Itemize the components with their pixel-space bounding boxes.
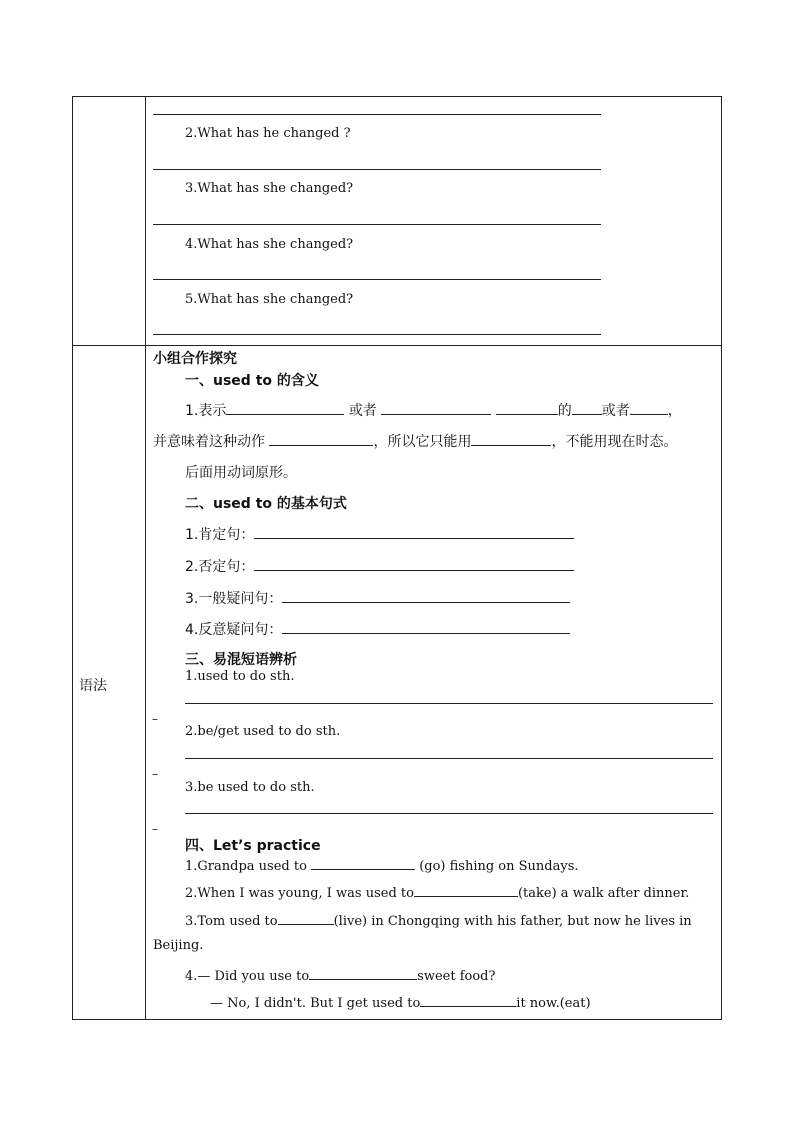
practice-5: — No, I didn't. But I get used to it now.(eat) (210, 993, 591, 1011)
answer-line[interactable] (153, 114, 601, 115)
fill-blank[interactable] (309, 966, 417, 980)
fill-blank[interactable] (311, 856, 415, 870)
practice-3-cont: Beijing. (153, 938, 204, 953)
question-2: 2.What has he changed ? (185, 126, 351, 141)
part2-item-1: 1.肯定句： (185, 524, 574, 544)
part1-line3: 后面用动词原形。 (185, 465, 297, 481)
answer-line[interactable] (185, 758, 713, 759)
fill-blank[interactable] (471, 432, 551, 446)
table-left-border (72, 96, 73, 1019)
practice-3: 3.Tom used to (live) in Chongqing with his father, but now he lives in (185, 911, 692, 929)
fill-blank[interactable] (282, 620, 570, 634)
fill-blank[interactable] (630, 401, 668, 415)
part2-title: 二、used to 的基本句式 (185, 496, 347, 512)
question-3: 3.What has she changed? (185, 181, 354, 196)
part1-title: 一、used to 的含义 (185, 373, 319, 389)
row-divider (72, 345, 722, 346)
fill-blank[interactable] (278, 911, 334, 925)
section-label: 语法 (79, 678, 107, 694)
part2-item-2: 2.否定句： (185, 556, 574, 576)
practice-1: 1.Grandpa used to (go) fishing on Sundays. (185, 856, 579, 874)
part3-item-2: 2.be/get used to do sth. (185, 724, 341, 739)
dash-mark: – (152, 822, 158, 836)
part1-line2: 并意味着这种动作 ，所以它只能用 ，不能用现在时态。 (153, 434, 678, 450)
practice-4: 4.— Did you use to sweet food? (185, 966, 495, 984)
part2-item-4: 4.反意疑问句： (185, 619, 570, 639)
part1-line1: 1.表示 或者 的 或者 ， (185, 403, 682, 419)
part3-item-1: 1.used to do sth. (185, 669, 295, 684)
table-bottom-border (72, 1019, 722, 1020)
dash-mark: – (152, 767, 158, 781)
practice-2: 2.When I was young, I was used to (take) a walk after dinner. (185, 883, 689, 901)
table-top-border (72, 96, 722, 97)
fill-blank[interactable] (414, 883, 518, 897)
fill-blank[interactable] (496, 401, 558, 415)
grammar-heading: 小组合作探究 (153, 351, 237, 367)
fill-blank[interactable] (254, 525, 574, 539)
fill-blank[interactable] (572, 401, 602, 415)
fill-blank[interactable] (269, 432, 373, 446)
question-4: 4.What has she changed? (185, 237, 354, 252)
table-right-border (721, 96, 722, 1019)
answer-line[interactable] (185, 813, 713, 814)
fill-blank[interactable] (282, 589, 570, 603)
question-5: 5.What has she changed? (185, 292, 354, 307)
answer-line[interactable] (185, 703, 713, 704)
column-divider (145, 96, 146, 1019)
part4-title: 四、Let’s practice (185, 838, 321, 854)
fill-blank[interactable] (420, 993, 516, 1007)
answer-line[interactable] (153, 279, 601, 280)
fill-blank[interactable] (254, 557, 574, 571)
fill-blank[interactable] (381, 401, 491, 415)
fill-blank[interactable] (226, 401, 344, 415)
dash-mark: – (152, 712, 158, 726)
answer-line[interactable] (153, 224, 601, 225)
part3-item-3: 3.be used to do sth. (185, 780, 315, 795)
part3-title: 三、易混短语辨析 (185, 652, 297, 668)
answer-line[interactable] (153, 334, 601, 335)
answer-line[interactable] (153, 169, 601, 170)
part2-item-3: 3.一般疑问句： (185, 588, 570, 608)
